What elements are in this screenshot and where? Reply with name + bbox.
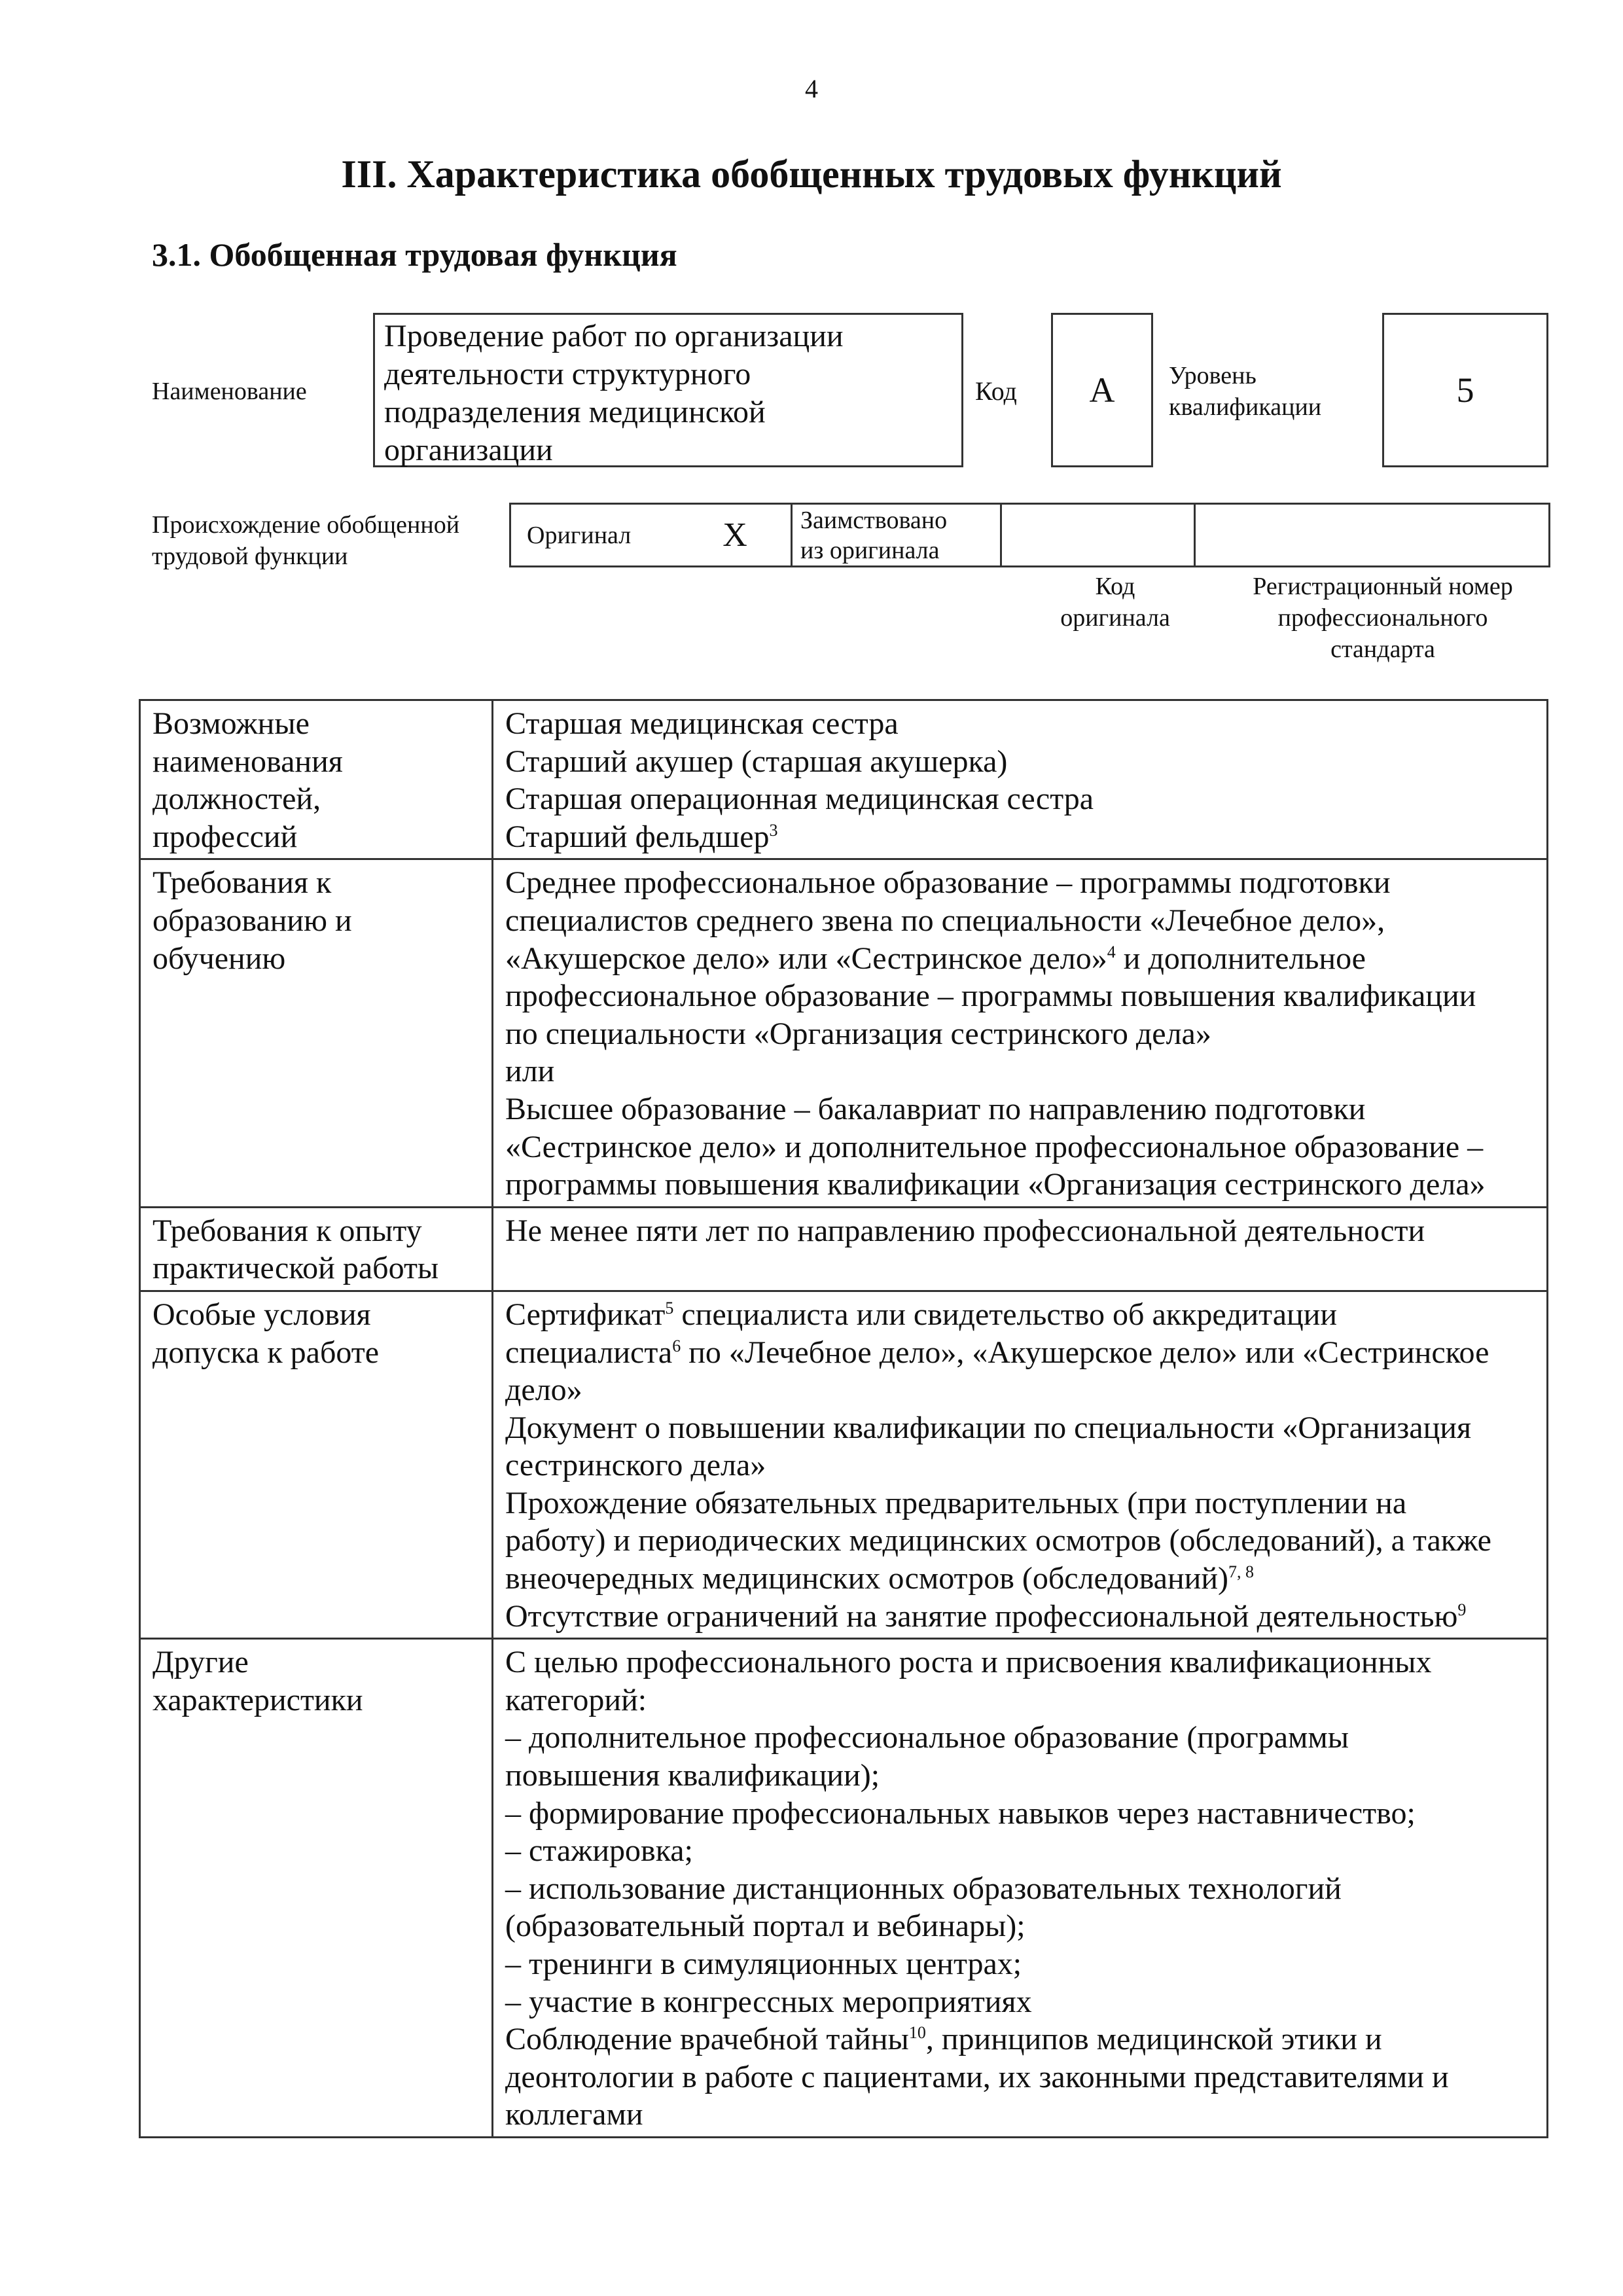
code-value: A <box>1089 370 1115 410</box>
table-row <box>140 1291 1548 1638</box>
row-label-line: Требования к опыту <box>152 1213 422 1248</box>
origin-table <box>509 503 1550 567</box>
content-line <box>505 1522 1535 1560</box>
footnote-ref: 3 <box>769 820 778 840</box>
content-text: и дополнительное <box>1115 941 1366 976</box>
level-value: 5 <box>1456 370 1474 410</box>
row-label-cell <box>140 700 493 859</box>
row-label-line: Особые условия <box>152 1297 371 1332</box>
footnote-ref: 7, 8 <box>1228 1562 1255 1582</box>
reg-number-caption <box>1205 571 1560 665</box>
content-line <box>505 977 1535 1015</box>
content-line <box>505 1128 1535 1166</box>
original-label: Оригинал <box>527 521 632 549</box>
content-line <box>505 1719 1535 1757</box>
subsection-title: 3.1. Обобщенная трудовая функция <box>152 236 677 273</box>
content-text: Старший фельдшер <box>505 819 770 854</box>
row-content-cell <box>493 700 1548 859</box>
function-name-line: деятельности структурного <box>384 357 751 391</box>
content-line <box>505 1484 1535 1522</box>
table-row <box>140 1207 1548 1291</box>
row-label-cell <box>140 859 493 1207</box>
code-label: Код <box>975 376 1017 406</box>
content-text: специалиста <box>505 1335 673 1370</box>
footnote-ref: 10 <box>908 2023 926 2043</box>
content-line <box>505 1166 1535 1204</box>
footnote-ref: 5 <box>665 1298 674 1318</box>
content-text: – формирование профессиональных навыков через наставничество; <box>505 1795 1416 1831</box>
content-line <box>505 818 1535 856</box>
content-text: работу) и периодических медицинских осмотров (обследований), а также <box>505 1523 1491 1558</box>
row-label-line: допуска к работе <box>152 1335 380 1370</box>
row-label-line: должностей, <box>152 781 321 817</box>
content-line <box>505 1945 1535 1983</box>
row-label-line: образованию и <box>152 903 352 938</box>
content-text: сестринского дела» <box>505 1448 766 1483</box>
content-line <box>505 743 1535 781</box>
level-label-line: квалификации <box>1169 393 1322 421</box>
content-text: по специальности «Организация сестринского дела» <box>505 1016 1211 1051</box>
row-label-line: наименования <box>152 744 343 779</box>
content-text: – использование дистанционных образовательных технологий <box>505 1871 1342 1906</box>
row-content-cell <box>493 859 1548 1207</box>
characteristics-body <box>140 700 1548 2138</box>
content-line <box>505 1409 1535 1447</box>
content-line <box>505 902 1535 940</box>
origin-label-line: трудовой функции <box>152 543 348 570</box>
section-title: III. Характеристика обобщенных трудовых функций <box>341 152 1282 196</box>
content-line <box>505 1371 1535 1409</box>
content-text: Старшая операционная медицинская сестра <box>505 781 1094 817</box>
content-text: – дополнительное профессиональное образование (программы <box>505 1720 1349 1755</box>
function-name-box <box>373 313 963 467</box>
content-line <box>505 1983 1535 2021</box>
content-text: – стажировка; <box>505 1833 693 1869</box>
content-line <box>505 1560 1535 1598</box>
content-line <box>505 940 1535 978</box>
content-text: или <box>505 1054 555 1089</box>
content-text: , принципов медицинской этики и <box>925 2022 1382 2057</box>
content-text: Прохождение обязательных предварительных (при поступлении на <box>505 1485 1407 1520</box>
row-content-cell <box>493 1207 1548 1291</box>
row-content-cell <box>493 1291 1548 1638</box>
row-label-cell <box>140 1291 493 1638</box>
reg-number-cell <box>1195 504 1550 567</box>
content-line <box>505 1832 1535 1870</box>
borrowed-line: Заимствовано <box>800 506 948 534</box>
content-text: Старшая медицинская сестра <box>505 706 899 741</box>
content-line <box>505 1296 1535 1334</box>
content-text: Сертификат <box>505 1297 666 1332</box>
content-text: – участие в конгрессных мероприятиях <box>505 1984 1032 2019</box>
content-text: Высшее образование – бакалавриат по направлению подготовки <box>505 1091 1366 1126</box>
row-content-cell <box>493 1639 1548 2138</box>
content-text: – тренинги в симуляционных центрах; <box>505 1946 1022 1981</box>
borrowed-cell <box>792 504 1001 567</box>
content-text: профессиональное образование – программы повышения квалификации <box>505 978 1476 1014</box>
code-box <box>1051 313 1153 467</box>
table-row <box>140 1639 1548 2138</box>
content-line <box>505 1212 1535 1250</box>
content-text: специалиста или свидетельство об аккредитации <box>673 1297 1338 1332</box>
footnote-ref: 9 <box>1457 1600 1467 1619</box>
characteristics-table <box>139 699 1548 2138</box>
content-line <box>505 1795 1535 1833</box>
content-text: специалистов среднего звена по специальности «Лечебное дело», <box>505 903 1385 938</box>
origin-label-line: Происхождение обобщенной <box>152 511 460 539</box>
row-label-line: обучению <box>152 941 286 976</box>
level-label-line: Уровень <box>1169 362 1257 389</box>
content-text: «Сестринское дело» и дополнительное профессиональное образование – <box>505 1129 1484 1164</box>
content-text: Соблюдение врачебной тайны <box>505 2022 909 2057</box>
content-line <box>505 1681 1535 1719</box>
caption-line: оригинала <box>1060 604 1170 632</box>
content-text: повышения квалификации); <box>505 1758 880 1793</box>
original-cell <box>510 504 792 567</box>
original-mark: X <box>722 516 747 554</box>
row-label-line: Возможные <box>152 706 310 741</box>
content-line <box>505 1643 1535 1681</box>
function-name-line: подразделения медицинской <box>384 395 766 429</box>
table-row <box>140 859 1548 1207</box>
content-text: Среднее профессиональное образование – программы подготовки <box>505 865 1391 901</box>
table-row <box>140 700 1548 859</box>
content-text: программы повышения квалификации «Организация сестринского дела» <box>505 1167 1486 1202</box>
content-line <box>505 864 1535 902</box>
row-label-line: характеристики <box>152 1682 363 1717</box>
content-line <box>505 1598 1535 1636</box>
content-line <box>505 1870 1535 1908</box>
row-label-line: профессий <box>152 819 298 854</box>
content-text: категорий: <box>505 1682 647 1717</box>
original-code-cell <box>1001 504 1195 567</box>
content-text: Старший акушер (старшая акушерка) <box>505 744 1008 779</box>
content-line <box>505 1090 1535 1128</box>
content-line <box>505 1015 1535 1053</box>
caption-line: Регистрационный номер <box>1253 573 1513 600</box>
content-text: Документ о повышении квалификации по специальности «Организация <box>505 1410 1472 1445</box>
row-label-cell <box>140 1639 493 2138</box>
name-label: Наименование <box>152 378 307 405</box>
content-line <box>505 1757 1535 1795</box>
borrowed-line: из оригинала <box>800 536 940 564</box>
content-text: внеочередных медицинских осмотров (обследований) <box>505 1561 1229 1596</box>
content-text: «Акушерское дело» или «Сестринское дело» <box>505 941 1107 976</box>
content-text: по «Лечебное дело», «Акушерское дело» или «Сестринское <box>681 1335 1489 1370</box>
content-text: дело» <box>505 1372 582 1408</box>
row-label-line: Другие <box>152 1645 249 1680</box>
content-line <box>505 1334 1535 1372</box>
content-text: С целью профессионального роста и присвоения квалификационных <box>505 1645 1432 1680</box>
footnote-ref: 4 <box>1107 942 1116 961</box>
content-line <box>505 705 1535 743</box>
content-line <box>505 2020 1535 2058</box>
content-text: Отсутствие ограничений на занятие профессиональной деятельностью <box>505 1598 1458 1634</box>
row-label-line: Требования к <box>152 865 332 901</box>
caption-line: профессионального <box>1277 604 1488 632</box>
content-text: деонтологии в работе с пациентами, их законными представителями и <box>505 2059 1449 2094</box>
content-text: (образовательный портал и вебинары); <box>505 1909 1026 1944</box>
content-line <box>505 780 1535 818</box>
footnote-ref: 6 <box>672 1336 681 1355</box>
caption-line: стандарта <box>1330 636 1435 663</box>
content-line <box>505 1446 1535 1484</box>
level-label <box>1169 360 1321 423</box>
row-label-line: практической работы <box>152 1251 439 1286</box>
content-line <box>505 2058 1535 2096</box>
original-code-caption <box>1018 571 1212 634</box>
content-line <box>505 2096 1535 2134</box>
level-box <box>1382 313 1548 467</box>
page-number: 4 <box>805 74 818 103</box>
content-line <box>505 1907 1535 1945</box>
function-name-line: организации <box>384 433 553 467</box>
content-text: Не менее пяти лет по направлению профессиональной деятельности <box>505 1213 1425 1248</box>
caption-line: Код <box>1095 573 1135 600</box>
origin-label <box>152 509 459 572</box>
row-label-cell <box>140 1207 493 1291</box>
content-line <box>505 1052 1535 1090</box>
content-text: коллегами <box>505 2097 643 2132</box>
function-name-line: Проведение работ по организации <box>384 319 844 353</box>
